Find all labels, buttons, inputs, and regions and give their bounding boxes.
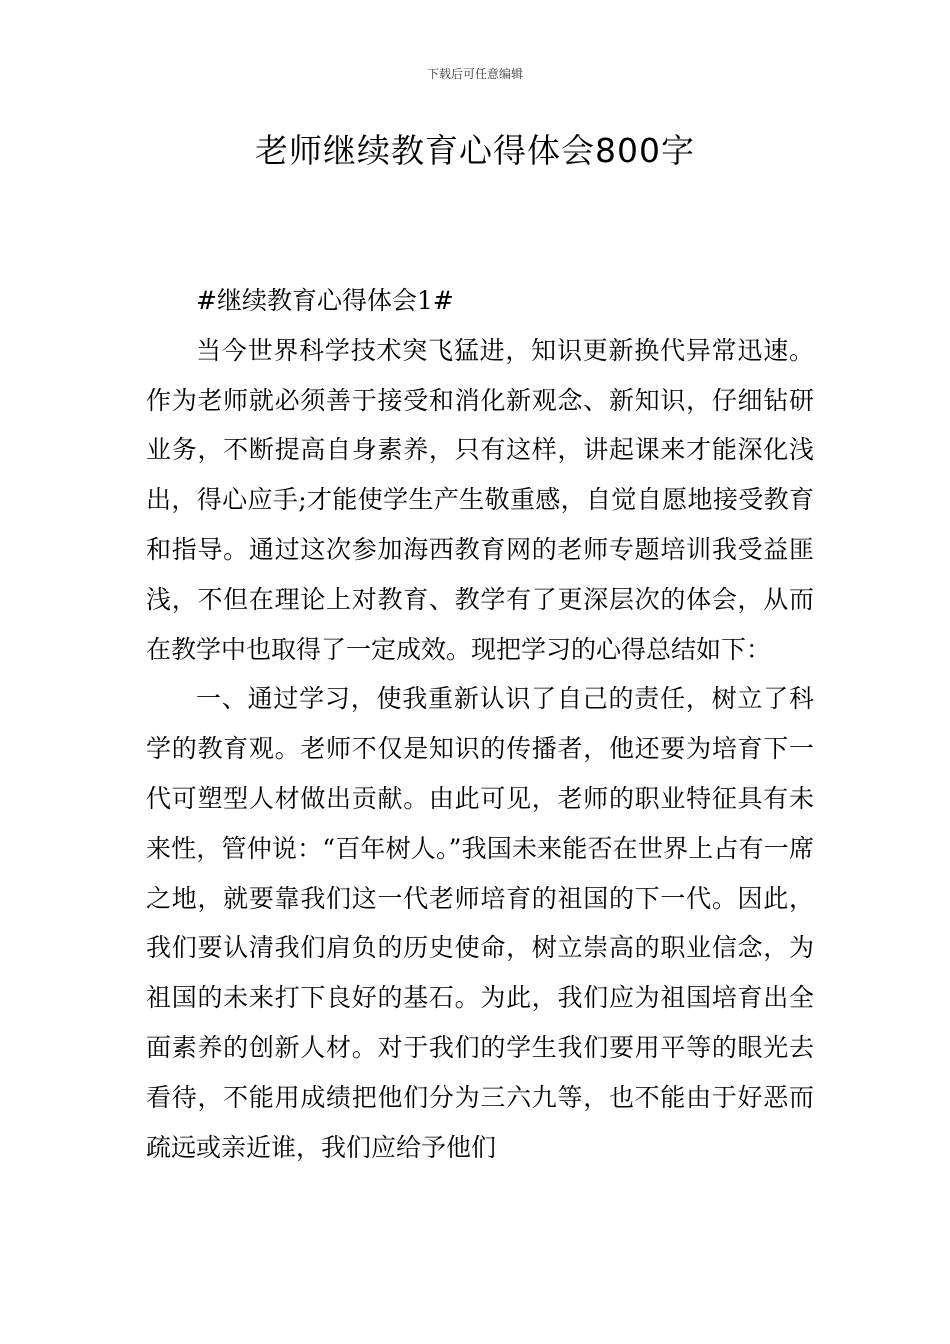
paragraph-intro: 当今世界科学技术突飞猛进，知识更新换代异常迅速。作为老师就必须善于接受和消化新观念、新知识，仔细钻研业务，不断提高自身素养，只有这样，讲起课来才能深化浅出，得心应手;才能使学生产生敬重感，自觉自愿地接受教育和指导。通过这次参加海西教育网的老师专题培训我受益匪浅，不但在理论上对教育、教学有了更深层次的体会，从而在教学中也取得了一定成效。现把学习的心得总结如下：: [146, 335, 814, 664]
section-heading: #继续教育心得体会1#: [196, 286, 454, 315]
document-body: [146, 276, 814, 1172]
paragraph-point-one: 一、通过学习，使我重新认识了自己的责任，树立了科学的教育观。老师不仅是知识的传播者，他还要为培育下一代可塑型人材做出贡献。由此可见，老师的职业特征具有未来性，管仲说：“百年树人。”我国未来能否在世界上占有一席之地，就要靠我们这一代老师培育的祖国的下一代。因此，我们要认清我们肩负的历史使命，树立崇高的职业信念，为祖国的未来打下良好的基石。为此，我们应为祖国培育出全面素养的创新人材。对于我们的学生我们要用平等的眼光去看待，不能用成绩把他们分为三六九等，也不能由于好恶而疏远或亲近谁，我们应给予他们: [146, 684, 814, 1162]
document-title: 老师继续教育心得体会800字: [255, 131, 695, 170]
header-note: 下载后可任意编辑: [426, 67, 523, 81]
